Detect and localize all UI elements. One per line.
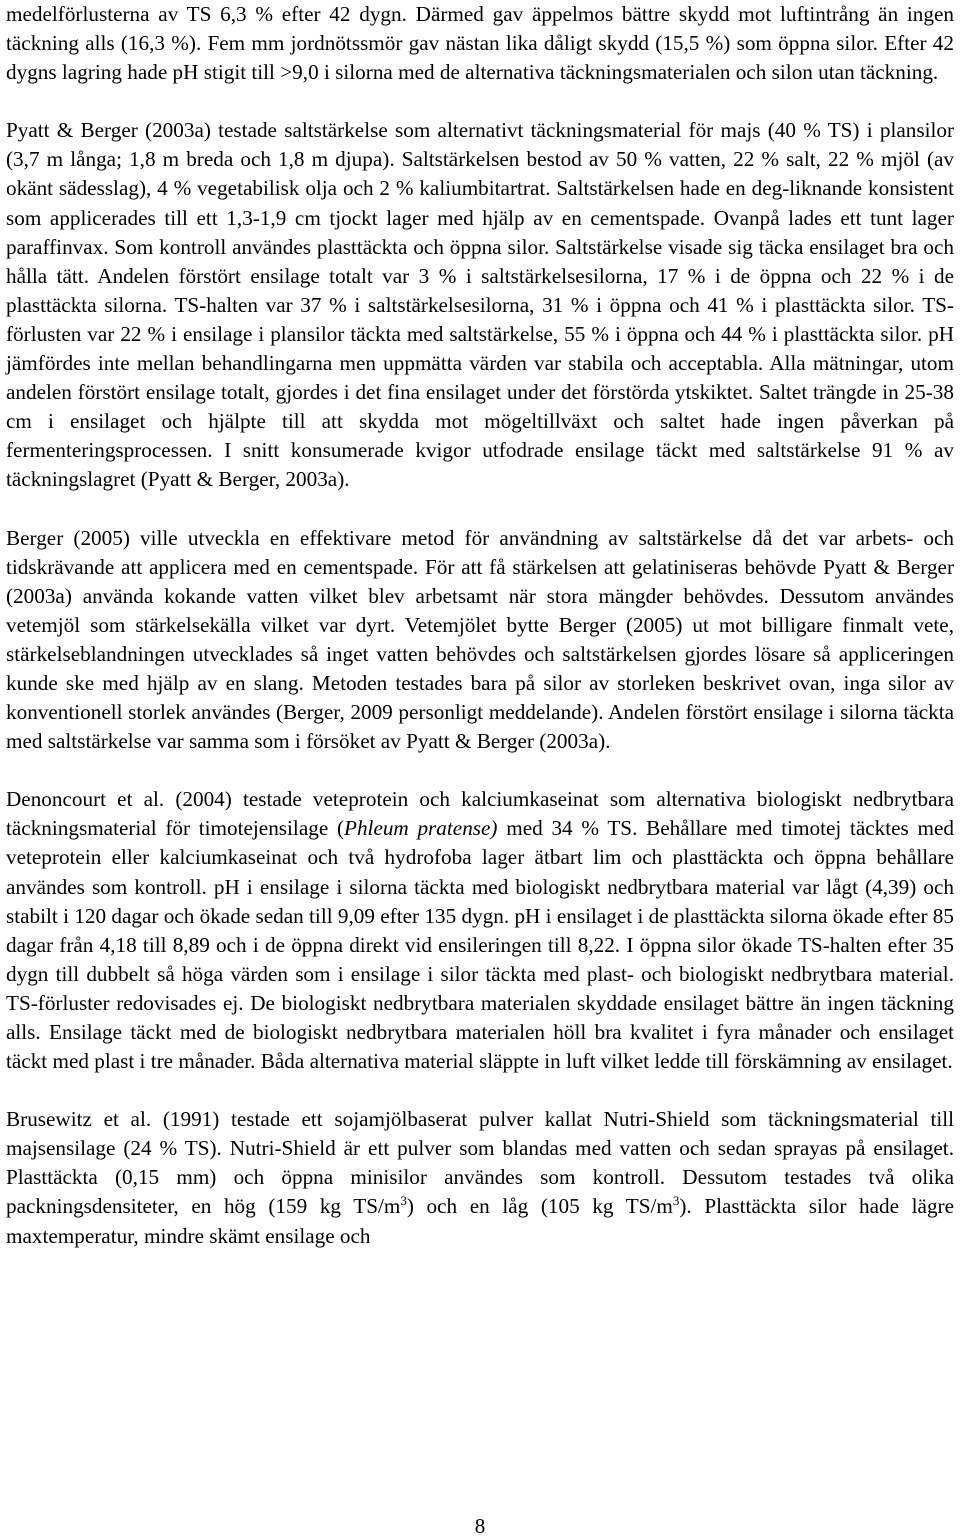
document-page xyxy=(6,0,954,1251)
paragraph-gap xyxy=(6,1076,954,1105)
paragraph-5-text-middle: ) och en låg (105 kg TS/m xyxy=(406,1194,673,1219)
page-number: 8 xyxy=(474,1514,486,1538)
paragraph-5 xyxy=(6,1105,954,1250)
paragraph-gap xyxy=(6,756,954,785)
paragraph-5-text-after: ). Plasttäckta silor hade lägre maxtemperatur, mindre skämt ensilage och xyxy=(6,1194,955,1248)
paragraph-1: medelförlusterna av TS 6,3 % efter 42 dygn. Därmed gav äppelmos bättre skydd mot luftintrång än ingen täckning alls (16,3 %). Fem mm jordnötssmör gav nästan lika dåligt skydd (15,5 %) som öppna silor. Efter 42 dygns lagring hade pH stigit till >9,0 i silorna med de alternativa täckningsmaterialen och silon utan täckning. xyxy=(6,2,954,85)
paragraph-gap xyxy=(6,495,954,524)
paragraph-4-text-before: Denoncourt et al. (2004) testade veteprotein och kalciumkaseinat som alternativa biologiskt nedbrytbara täckningsmaterial för timotejensilage ( xyxy=(6,787,954,841)
paragraph-4-text-after: med 34 % TS. Behållare med timotej täcktes med veteprotein eller kalciumkaseinat och två hydrofoba lager ätbart lim och plasttäckta och öppna behållare användes som kontroll. pH i ensilage i silorna täckta med biologiskt nedbrytbara material var lågt (4,39) och stabilt i 120 dagar och ökade sedan till 9,09 efter 135 dygn. pH i ensilaget i de plasttäckta silorna ökade efter 85 dagar från 4,18 till 8,89 och i de öppna direkt vid ensileringen till 8,22. I öppna silor ökade TS-halten efter 35 dygn till dubbelt så höga värden som i ensilage i silor täckta med plast- och biologiskt nedbrytbara material. TS-förluster redovisades ej. De biologiskt nedbrytbara materialen skyddade ensilaget bättre än ingen täckning alls. Ensilage täckt med de biologiskt nedbrytbara materialen höll bra kvalitet i fyra månader och ensilaget täckt med plast i tre månader. Båda alternativa material släppte in luft vilket ledde till förskämning av ensilaget. xyxy=(6,816,955,1074)
species-name-italic: Phleum pratense) xyxy=(344,816,498,841)
paragraph-2: Pyatt & Berger (2003a) testade saltstärkelse som alternativt täckningsmaterial för majs (40 % TS) i plansilor (3,7 m långa; 1,8 m breda och 1,8 m djupa). Saltstärkelsen bestod av 50 % vatten, 22 % salt, 22 % mjöl (av okänt sädesslag), 4 % vegetabilisk olja och 2 % kaliumbitartrat. Saltstärkelsen hade en deg-liknande konsistent som applicerades till ett 1,3-1,9 cm tjockt lager med hjälp av en cementspade. Ovanpå lades ett tunt lager paraffinvax. Som kontroll användes plasttäckta och öppna silor. Saltstärkelse visade sig täcka ensilaget bra och hålla tätt. Andelen förstört ensilage totalt var 3 % i saltstärkelsesilorna, 17 % i de öppna och 22 % i de plasttäckta silorna. TS-halten var 37 % i saltstärkelsesilorna, 31 % i öppna och 41 % i plasttäckta silor. TS-förlusten var 22 % i ensilage i plansilor täckta med saltstärkelse, 55 % i öppna och 44 % i plasttäckta silor. pH jämfördes inte mellan behandlingarna men uppmätta värden var stabila och acceptabla. Alla mätningar, utom andelen förstört ensilage totalt, gjordes i det fina ensilaget under det förstörda ytskiktet. Saltet trängde in 25-38 cm i ensilaget och hjälpte till att skydda mot mögeltillväxt och saltet hade ingen påverkan på fermenteringsprocessen. I snitt konsumerade kvigor utfodrade ensilage täckt med saltstärkelse 91 % av täckningslagret (Pyatt & Berger, 2003a). xyxy=(6,118,954,492)
paragraph-4 xyxy=(6,785,954,1076)
paragraph-5-text-before: Brusewitz et al. (1991) testade ett sojamjölbaserat pulver kallat Nutri-Shield som täckningsmaterial till majsensilage (24 % TS). Nutri-Shield är ett pulver som blandas med vatten och sedan sprayas på ensilaget. Plasttäckta (0,15 mm) och öppna minisilor användes som kontroll. Dessutom testades två olika packningsdensiteter, en hög (159 kg TS/m xyxy=(6,1107,954,1219)
superscript-exponent: 3 xyxy=(672,1193,680,1209)
paragraph-gap xyxy=(6,87,954,116)
superscript-exponent: 3 xyxy=(400,1193,407,1209)
paragraph-3: Berger (2005) ville utveckla en effektivare metod för användning av saltstärkelse då det var arbets- och tidskrävande att applicera med en cementspade. För att få stärkelsen att gelatiniseras behövde Pyatt & Berger (2003a) använda kokande vatten vilket blev arbetsamt när stora mängder behövdes. Dessutom användes vetemjöl som stärkelsekälla vilket var dyrt. Vetemjölet bytte Berger (2005) ut mot billigare finmalt vete, stärkelseblandningen utvecklades så inget vatten behövdes och saltstärkelsen gjordes lösare så appliceringen kunde ske med hjälp av en slang. Metoden testades bara på silor av storleken beskrivet ovan, inga silor av konventionell storlek användes (Berger, 2009 personligt meddelande). Andelen förstört ensilage i silorna täckta med saltstärkelse var samma som i försöket av Pyatt & Berger (2003a). xyxy=(6,525,954,754)
